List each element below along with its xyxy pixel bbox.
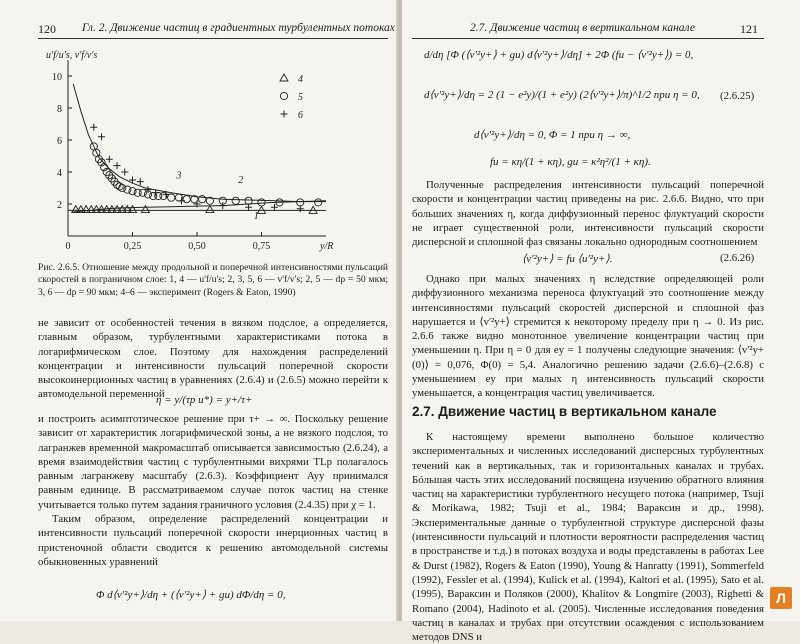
figure-caption: Рис. 2.6.5. Отношение между продольной и поперечной интенсивностями пульсаций скоростей в пограничном слое: 1, 4 — u'f/u's; 2, 3, 5, 6 — v'f/v's; 2, 5 — dp = 50 мкм; 3, 6 — dp = 90 мкм; 4–6 — эксперимент (Rogers & Eaton, 1990) bbox=[38, 262, 388, 298]
curve-label-1: 1 bbox=[253, 211, 259, 223]
equation-a: d/dη [Φ (⟨v'²y+⟩ + gu) d⟨v'²y+⟩/dη] + 2Φ (fu − ⟨v'²y+⟩) = 0, bbox=[424, 49, 694, 61]
left-header-rule bbox=[38, 38, 388, 39]
legend-marker-4 bbox=[280, 74, 288, 81]
figure-2-6-5-chart bbox=[40, 48, 340, 263]
right-paragraph-2-text: Однако при малых значениях η вследствие определяющей роли диффузионного механизма переноса флуктуаций это соотношение между интенсивностями пульсаций скоростей дисперсной и сплошной фаз нарушается и ⟨v'²y+⟩ стремится к некоторому пределу при η → 0. Из рис. 2.6.6 также видно монотонное увеличение концентрации частиц при уменьшении η. При η = 0 для ey = 1 получены следующие значения: ⟨v'²y+(0)⟩ = 0,076, Φ(0) = 5,4. Аналогично решению задачи (2.6.6)–(2.6.8) с уменьшением ey при малых η интенсивность пульсаций скорости уменьшается, а концентрация частиц увеличивается. bbox=[412, 273, 764, 400]
equation-continuity: Φ d⟨v'²y+⟩/dη + (⟨v'²y+⟩ + gu) dΦ/dη = 0, bbox=[96, 589, 286, 601]
legend-marker-5 bbox=[280, 92, 287, 99]
point-series-6 bbox=[106, 156, 113, 163]
right-page-number: 121 bbox=[740, 22, 758, 36]
legend-label-4: 4 bbox=[298, 74, 303, 85]
point-series-5 bbox=[232, 197, 239, 204]
point-series-6 bbox=[245, 204, 252, 211]
right-paragraph-3 bbox=[412, 430, 764, 644]
point-series-6 bbox=[137, 178, 144, 185]
point-series-5 bbox=[245, 197, 252, 204]
point-series-5 bbox=[124, 186, 131, 193]
point-series-5 bbox=[168, 194, 175, 201]
right-page bbox=[402, 0, 800, 644]
plot-area bbox=[46, 50, 333, 252]
curve-label-3: 3 bbox=[176, 170, 182, 182]
y-tick-label: 2 bbox=[57, 200, 62, 211]
curve-label-2: 2 bbox=[238, 175, 244, 187]
right-header-rule bbox=[412, 38, 764, 39]
y-axis-label: u'f/u's, v'f/v's bbox=[46, 50, 98, 61]
y-tick-label: 8 bbox=[57, 104, 62, 115]
x-tick-label: 0,50 bbox=[188, 241, 206, 252]
point-series-6 bbox=[297, 205, 304, 212]
y-tick-label: 4 bbox=[57, 168, 62, 179]
right-paragraph-2 bbox=[412, 272, 764, 401]
legend-label-5: 5 bbox=[298, 92, 303, 103]
x-axis-label: y/R bbox=[320, 241, 334, 252]
right-paragraph-1-text: Полученные распределения интенсивности пульсаций поперечной скорости и концентрации частиц приведены на рис. 2.6.6. Видно, что при больших значениях η, когда диффузионный перенос флуктуаций скорости не играет существенной роли, интенсивности пульсаций скорости дисперсной и сплошной фаз связаны локально однородным соотношением bbox=[412, 179, 764, 249]
y-tick-label: 6 bbox=[57, 136, 62, 147]
right-paragraph-3-text: К настоящему времени выполнено большое количество экспериментальных и численных исследований дисперсных турбулентных течений как в вертикальных, так и горизонтальных каналах и трубах. Бóльшая часть этих исследований посвящена изучению обратного влияния частиц на характеристики турбулентного несущего потока (например, Tsuji & Morikawa, 1982; Tsuji et al., 1984; Варaксин и др., 1998). Экспериментальные данные о турбулентной структуре дисперсной фазы (интенсивности пульсаций и плотности вероятности распределения частиц в пространстве и т.д.) в потоках воздуха и воды представлены в работах Lee & Durst (1982), Rogers & Eaton (1990), Young & Hanratty (1991), Sommerfeld (1992), Fessler et al. (1994), Kulick et al. (1994), Kaltori et al. (1995), Sato et al. (1995), Вараксин и Поляков (2000), Khalitov & Longmire (2003), Righetti & Romano (2004), Hadinoto et al. (2005). Численные исследования поведения частиц в каналах и трубах при отсутствии осаждения с использованием методов DNS и bbox=[412, 431, 764, 644]
point-series-5 bbox=[119, 184, 126, 191]
section-heading: 2.7. Движение частиц в вертикальном канале bbox=[412, 404, 717, 419]
x-tick-label: 0,25 bbox=[123, 241, 142, 252]
left-paragraph-2-text: и построить асимптотическое решение при τ+ → ∞. Поскольку решение зависит от характеристик логарифмической зоны, а не вязкого подслоя, то лагранжев временной макромасштаб описывается зависимостью (2.6.24), а время взаимодействия частиц с турбулентными вихрями TLp полагалось равным лагранжеву масштабу (2.6.3). Коэффициент Ayy принимался равным единице. В рассматриваемом случае поток частиц на стенке учитывается только путем задания граничного условия (2.4.35) при χ = 1. bbox=[38, 413, 388, 511]
equation-eta: η = y/(τp u*) = y+/τ+ bbox=[156, 394, 253, 406]
right-running-head: 2.7. Движение частиц в вертикальном канале bbox=[470, 22, 695, 34]
legend-label-6: 6 bbox=[298, 110, 303, 121]
left-paragraph-2 bbox=[38, 412, 388, 569]
equation-number-2-6-25: (2.6.25) bbox=[720, 90, 755, 102]
point-series-6 bbox=[114, 162, 121, 169]
equation-e: ⟨v'²y+⟩ = fu ⟨u'²y+⟩. bbox=[522, 253, 613, 265]
x-tick-label: 0,75 bbox=[252, 241, 271, 252]
point-series-6 bbox=[178, 197, 185, 204]
point-series-5 bbox=[297, 199, 304, 206]
legend-marker-6 bbox=[281, 111, 288, 118]
point-series-5 bbox=[315, 199, 322, 206]
equation-d: fu = κη/(1 + κη), gu = κ²η²/(1 + κη). bbox=[490, 156, 651, 168]
x-tick-label: 0 bbox=[65, 241, 71, 252]
left-paragraph-1 bbox=[38, 316, 388, 402]
publisher-logo-badge: Л bbox=[770, 587, 792, 609]
equation-b: d⟨v'²y+⟩/dη = 2 (1 − e²y)/(1 + e²y) (2⟨v'²y+⟩/π)^1/2 при η = 0, bbox=[424, 89, 700, 101]
point-series-6 bbox=[121, 169, 128, 176]
point-series-5 bbox=[129, 188, 136, 195]
left-paragraph-1-text: не зависит от особенностей течения в вязком подслое, а определяется, главным образом, турбулентными характеристиками потока в логарифмическом слое. Поэтому для нахождения распределений концентрации и интенсивности пульсаций поперечной скорости высокоинерционных частиц в уравнениях (2.6.4) и (2.6.5) можно перейти к автомодельной переменной bbox=[38, 317, 388, 401]
y-tick-label: 10 bbox=[52, 72, 62, 83]
point-series-6 bbox=[90, 124, 97, 131]
point-series-6 bbox=[98, 133, 105, 140]
point-series-5 bbox=[183, 196, 190, 203]
equation-c: d⟨v'²y+⟩/dη = 0, Φ = 1 при η → ∞, bbox=[474, 129, 631, 141]
right-paragraph-1 bbox=[412, 178, 764, 249]
left-page bbox=[0, 0, 398, 621]
point-series-5 bbox=[116, 183, 123, 190]
left-paragraph-3-text: Таким образом, определение распределений концентрации и интенсивности пульсаций поперечной скорости инерционных частиц в пристеночной области сводится к решению автомодельной системы обыкновенных уравнений bbox=[38, 513, 388, 568]
left-page-number: 120 bbox=[38, 22, 56, 36]
left-running-head: Гл. 2. Движение частиц в градиентных турбулентных потоках bbox=[82, 22, 395, 34]
point-series-4 bbox=[206, 206, 214, 213]
curve-3 bbox=[73, 84, 326, 202]
equation-number-2-6-26: (2.6.26) bbox=[720, 252, 755, 264]
point-series-5 bbox=[139, 189, 146, 196]
